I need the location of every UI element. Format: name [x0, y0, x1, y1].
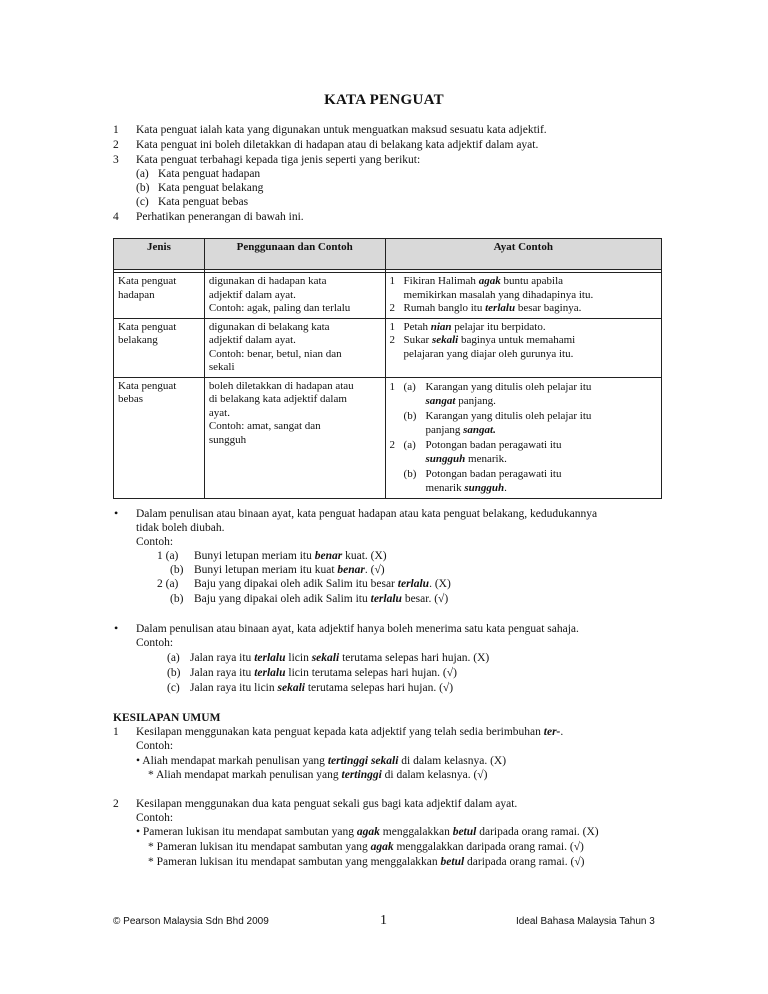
ayat-text: panjang	[425, 424, 464, 436]
ayat-penguat: terlalu	[485, 302, 516, 314]
intro-subtext: Kata penguat belakang	[158, 182, 264, 194]
item-text: Kesilapan menggunakan kata penguat kepada kata adjektif yang telah sedia berimbuhan ter-.	[136, 726, 564, 738]
penggunaan-line: adjektif dalam ayat.	[208, 288, 296, 301]
intro-text: Kata penguat ialah kata yang digunakan untuk menguatkan maksud sesuatu kata adjektif.	[136, 124, 547, 136]
intro-text: Kata penguat terbahagi kepada tiga jenis seperti yang berikut:	[136, 154, 421, 166]
intro-text: Kata penguat ini boleh diletakkan di hadapan atau di belakang kata adjektif dalam ayat.	[136, 139, 539, 151]
ayat-subnumber: (b)	[403, 409, 417, 422]
ayat-text: baginya untuk memahami	[458, 334, 576, 346]
ayat-penguat: agak	[478, 275, 501, 287]
jenis-cell: Kata penguat hadapan	[114, 273, 205, 319]
bullet-point: •	[114, 621, 119, 635]
intro-subtext: Kata penguat hadapan	[158, 168, 261, 180]
intro-number: 3	[113, 154, 119, 166]
contoh-label: Contoh:	[136, 536, 174, 548]
table-row	[114, 377, 662, 498]
ayat-text: pelajaran yang diajar oleh gurunya itu.	[403, 347, 574, 360]
example-number: (b)	[170, 593, 184, 605]
jenis-cell: Kata penguat belakang	[114, 318, 205, 377]
penggunaan-line: digunakan di belakang kata	[208, 320, 330, 333]
ayat-number: 1	[389, 380, 396, 393]
penggunaan-line: Contoh: benar, betul, nian dan	[208, 347, 342, 360]
ayat-penguat: sungguh	[464, 482, 505, 494]
table-header-row	[114, 239, 662, 270]
ayat-penguat: nian	[430, 320, 452, 333]
penggunaan-line: Contoh: amat, sangat dan	[208, 420, 321, 432]
penggunaan-line: boleh diletakkan di hadapan atau	[208, 379, 354, 392]
ayat-penguat: sekali	[431, 334, 459, 346]
table-row	[114, 273, 662, 319]
section-heading: KESILAPAN UMUM	[113, 712, 221, 724]
ayat-subnumber: (a)	[403, 380, 416, 393]
ayat-text: menarik.	[465, 453, 507, 465]
ayat-subnumber: (b)	[403, 467, 417, 480]
ayat-text: Potongan badan peragawati itu	[425, 438, 562, 451]
table-row	[114, 318, 662, 377]
example-number: 1 (a)	[157, 550, 179, 562]
intro-subnumber: (b)	[136, 182, 150, 194]
kata-penguat-table	[113, 238, 662, 499]
ayat-subnumber: (a)	[403, 438, 416, 451]
example-line: Baju yang dipakai oleh adik Salim itu besar terlalu. (X)	[194, 578, 451, 590]
example-number: (c)	[167, 682, 180, 694]
bullet-point: •	[114, 506, 119, 520]
penggunaan-line: adjektif dalam ayat.	[208, 334, 296, 346]
example-number: (a)	[167, 652, 180, 664]
penggunaan-cell	[204, 273, 385, 319]
ayat-number: 2	[389, 438, 396, 451]
example-line: * Pameran lukisan itu mendapat sambutan yang agak menggalakkan daripada orang ramai. (√)	[148, 841, 584, 853]
ayat-text: Karangan yang ditulis oleh pelajar itu	[425, 409, 592, 422]
ayat-number: 1	[389, 275, 396, 287]
penggunaan-cell	[204, 377, 385, 498]
example-line: Baju yang dipakai oleh adik Salim itu terlalu besar. (√)	[194, 593, 449, 605]
ayat-text: buntu apabila	[500, 275, 564, 287]
table-header: Penggunaan dan Contoh	[204, 239, 385, 270]
example-line: Jalan raya itu licin sekali terutama selepas hari hujan. (√)	[190, 682, 454, 694]
ayat-penguat: sangat.	[463, 424, 496, 436]
table-header: Ayat Contoh	[385, 239, 661, 270]
penggunaan-line: sekali	[208, 361, 235, 373]
contoh-label: Contoh:	[136, 740, 174, 752]
note-text: Dalam penulisan atau binaan ayat, kata penguat hadapan atau kata penguat belakang, kedudukannya	[136, 508, 598, 520]
ayat-text: Fikiran Halimah	[403, 275, 479, 287]
penggunaan-cell	[204, 318, 385, 377]
penggunaan-line: di belakang kata adjektif dalam	[208, 393, 347, 405]
example-line: • Aliah mendapat markah penulisan yang tertinggi sekali di dalam kelasnya. (X)	[136, 755, 507, 767]
intro-subnumber: (a)	[136, 168, 149, 180]
table-header: Jenis	[114, 239, 205, 270]
example-line: • Pameran lukisan itu mendapat sambutan yang agak menggalakkan betul daripada orang ramai. (X)	[136, 826, 599, 838]
ayat-number: 1	[389, 320, 396, 333]
ayat-text: menarik	[425, 482, 465, 494]
intro-subnumber: (c)	[136, 196, 149, 208]
ayat-penguat: sungguh	[425, 453, 466, 465]
contoh-label: Contoh:	[136, 812, 174, 824]
ayat-text: Petah	[403, 320, 431, 333]
ayat-text: panjang.	[455, 395, 496, 407]
note-text: Dalam penulisan atau binaan ayat, kata adjektif hanya boleh menerima satu kata penguat sahaja.	[136, 623, 579, 635]
penggunaan-line: ayat.	[208, 406, 230, 419]
footer-book-title: Ideal Bahasa Malaysia Tahun 3	[516, 916, 655, 927]
intro-number: 2	[113, 139, 119, 151]
example-line: Jalan raya itu terlalu licin sekali terutama selepas hari hujan. (X)	[190, 652, 490, 664]
ayat-text: besar baginya.	[515, 302, 582, 314]
jenis-cell: Kata penguat bebas	[114, 377, 205, 498]
penggunaan-line: sungguh	[208, 433, 247, 446]
penggunaan-line: Contoh: agak, paling dan terlalu	[208, 302, 351, 314]
example-line: Bunyi letupan meriam itu kuat benar. (√)	[194, 564, 385, 576]
ayat-cell	[385, 377, 661, 498]
ayat-number	[390, 289, 404, 303]
item-number: 2	[113, 798, 119, 810]
intro-number: 1	[113, 124, 119, 136]
ayat-number: 2	[389, 334, 396, 346]
ayat-text: pelajar itu berpidato.	[451, 320, 546, 333]
ayat-penguat: sangat	[425, 395, 456, 407]
ayat-number: 2	[389, 302, 396, 314]
item-number: 1	[113, 726, 119, 738]
example-number: 2 (a)	[157, 578, 179, 590]
example-line: Bunyi letupan meriam itu benar kuat. (X)	[194, 550, 387, 562]
ayat-text: Rumah banglo itu	[403, 302, 486, 314]
footer-copyright: © Pearson Malaysia Sdn Bhd 2009	[113, 916, 269, 927]
intro-number: 4	[113, 211, 119, 223]
ayat-cell	[385, 318, 661, 377]
ayat-text: memikirkan masalah yang dihadapinya itu.	[403, 288, 594, 301]
ayat-text: Potongan badan peragawati itu	[425, 467, 562, 480]
ayat-text: .	[504, 482, 507, 494]
page-title: KATA PENGUAT	[324, 92, 444, 108]
example-line: * Pameran lukisan itu mendapat sambutan yang menggalakkan betul daripada orang ramai. (√)	[148, 856, 585, 868]
example-number: (b)	[170, 564, 184, 576]
page-number: 1	[380, 913, 387, 928]
item-text: Kesilapan menggunakan dua kata penguat sekali gus bagi kata adjektif dalam ayat.	[136, 798, 518, 810]
ayat-number	[390, 348, 404, 362]
penggunaan-line: digunakan di hadapan kata	[208, 275, 327, 287]
example-line: * Aliah mendapat markah penulisan yang tertinggi di dalam kelasnya. (√)	[148, 769, 488, 781]
ayat-text: Sukar	[403, 334, 432, 346]
note-text: tidak boleh diubah.	[136, 522, 225, 534]
ayat-text: Karangan yang ditulis oleh pelajar itu	[425, 380, 592, 393]
example-number: (b)	[167, 667, 181, 679]
example-line: Jalan raya itu terlalu licin terutama selepas hari hujan. (√)	[190, 667, 457, 679]
ayat-cell	[385, 273, 661, 319]
intro-subtext: Kata penguat bebas	[158, 196, 249, 208]
contoh-label: Contoh:	[136, 637, 174, 649]
intro-text: Perhatikan penerangan di bawah ini.	[136, 211, 304, 223]
